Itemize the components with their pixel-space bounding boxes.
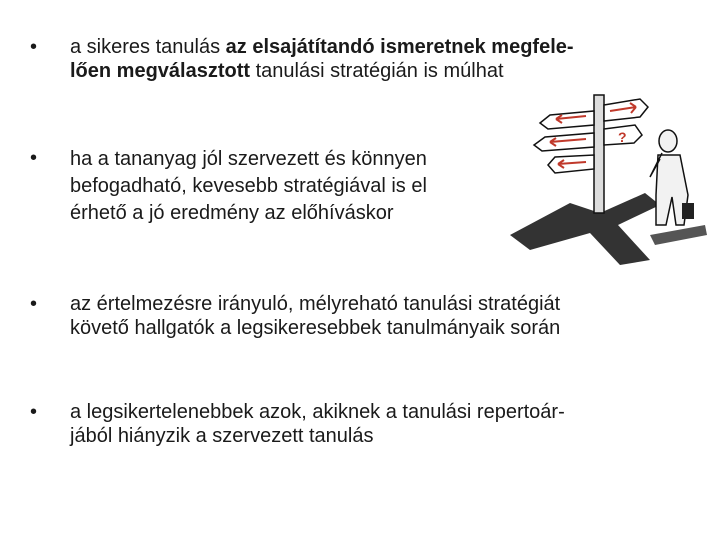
- signpost-pole: [594, 95, 604, 213]
- bullet-2-line-1: ha a tananyag jól szervezett és könnyen: [70, 148, 427, 170]
- man-briefcase: [682, 203, 694, 219]
- question-mark: ?: [618, 129, 627, 145]
- bullet-1-text-a: a sikeres tanulás: [70, 36, 226, 58]
- bullet-3-line-1: az értelmezésre irányuló, mélyreható tanulási stratégiát: [70, 293, 561, 315]
- bullet-4-line-1: a legsikertelenebbek azok, akiknek a tanulási repertoár-: [70, 401, 565, 423]
- bullet-1-bold-a: az elsajátítandó ismeretnek megfele-: [225, 36, 574, 58]
- bullet-marker: •: [30, 293, 38, 315]
- bullet-4-line-2: jából hiányzik a szervezett tanulás: [70, 425, 374, 447]
- bullet-marker: •: [30, 401, 38, 423]
- bullet-3-line-2: követő hallgatók a legsikeresebbek tanulmányaik során: [70, 317, 561, 339]
- man-shadow: [650, 225, 707, 245]
- bullet-2-line-2: befogadható, kevesebb stratégiával is el: [70, 175, 427, 197]
- signpost-shadow: [510, 193, 660, 265]
- bullet-1-text-b: tanulási stratégián is múlhat: [250, 60, 504, 82]
- bullet-marker: •: [30, 147, 38, 169]
- bullet-marker: •: [30, 36, 38, 58]
- bullet-1-bold-b: lően megválasztott: [70, 60, 251, 82]
- bullet-2-line-3: érhető a jó eredmény az előhíváskor: [70, 202, 394, 224]
- signpost-thinking-man-icon: [500, 85, 710, 275]
- sign-left-2: [534, 133, 594, 151]
- sign-left-1: [540, 111, 594, 129]
- man-head: [659, 130, 677, 152]
